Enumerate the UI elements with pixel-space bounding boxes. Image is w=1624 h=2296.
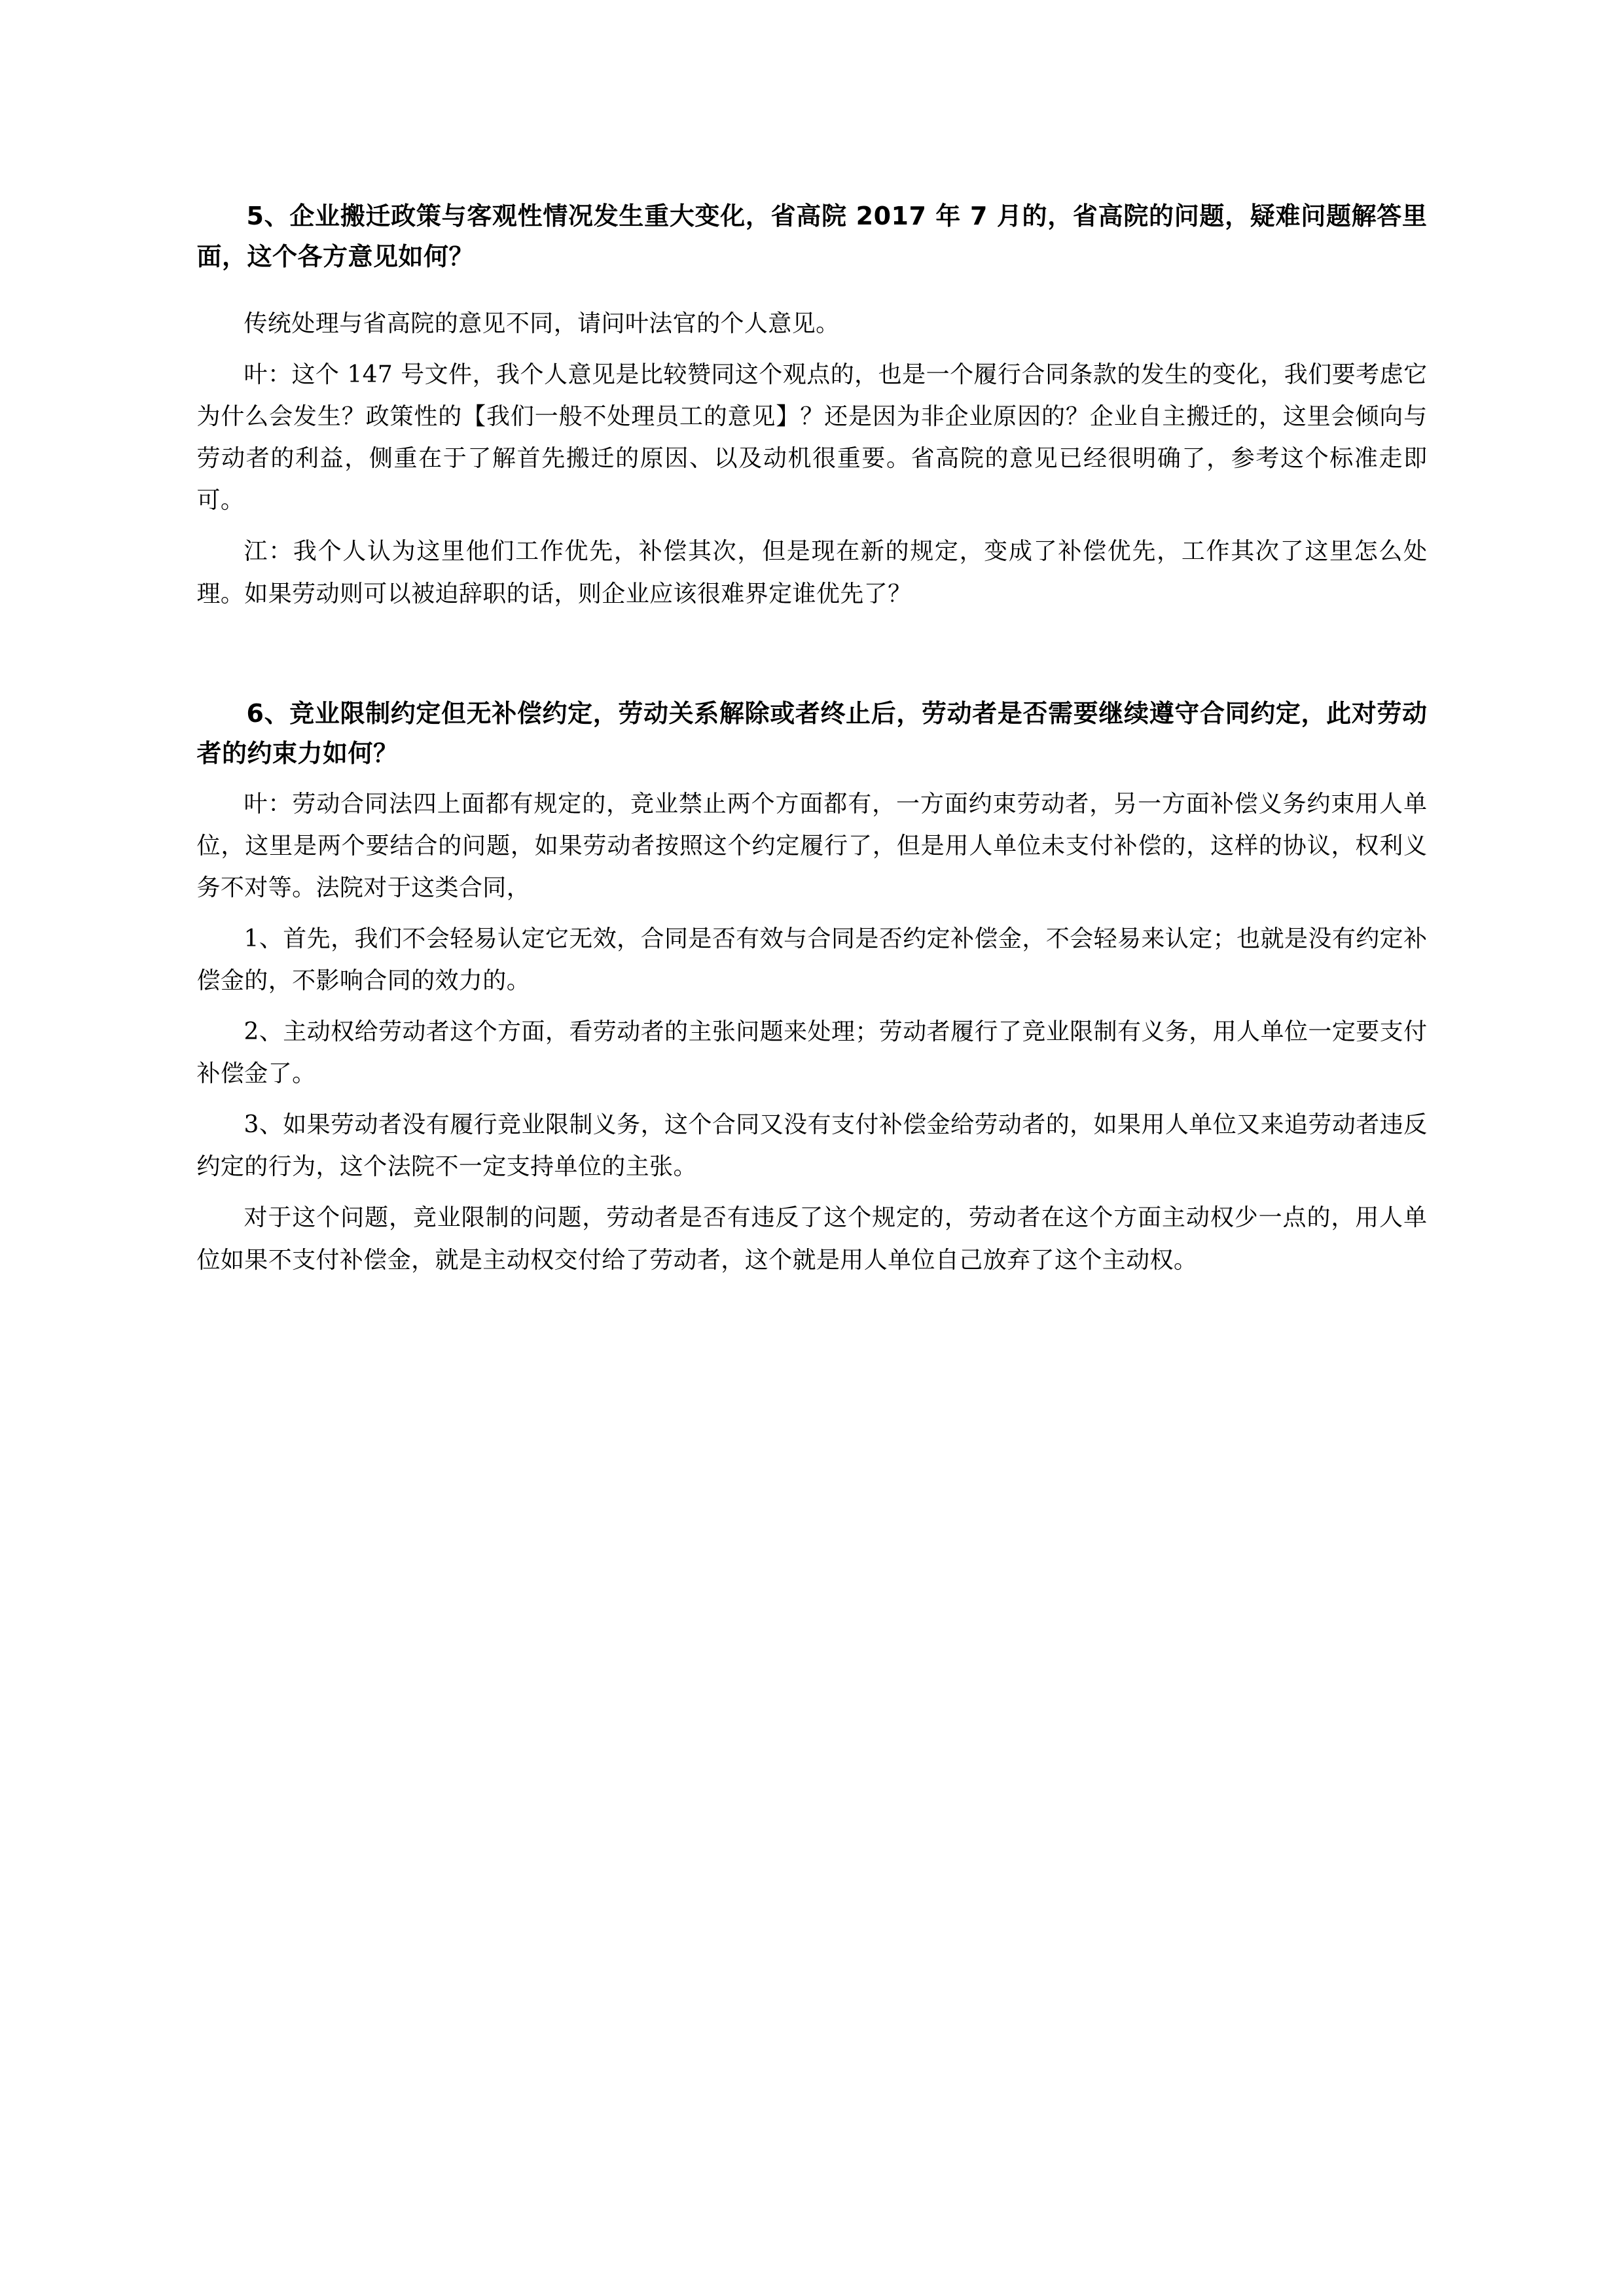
bottom-margin (197, 1282, 1428, 1498)
paragraph-6-5: 对于这个问题，竞业限制的问题，劳动者是否有违反了这个规定的，劳动者在这个方面主动权少一点的，用人单位如果不支付补偿金，就是主动权交付给了劳动者，这个就是用人单位自己放弃了这个主动权。 (196, 1204, 1428, 1274)
paragraph-6-3: 2、主动权给劳动者这个方面，看劳动者的主张问题来处理；劳动者履行了竞业限制有义务，用人单位一定要支付补偿金了。 (196, 1018, 1428, 1088)
paragraph-6-1: 叶：劳动合同法四上面都有规定的，竞业禁止两个方面都有，一方面约束劳动者，另一方面补偿义务约束用人单位，这里是两个要结合的问题，如果劳动者按照这个约定履行了，但是用人单位未支付补偿的，这样的协议，权利义务不对等。法院对于这类合同， (196, 790, 1428, 901)
spacer (197, 1188, 1428, 1197)
spacer (197, 774, 1428, 783)
paragraph-6-4: 3、如果劳动者没有履行竞业限制义务，这个合同又没有支付补偿金给劳动者的，如果用人单位又来追劳动者违反约定的行为，这个法院不一定支持单位的主张。 (196, 1111, 1428, 1181)
spacer (197, 909, 1428, 918)
paragraph-5-1: 传统处理与省高院的意见不同，请问叶法官的个人意见。 (244, 310, 840, 338)
question-heading-6: 6、竞业限制约定但无补偿约定，劳动关系解除或者终止后，劳动者是否需要继续遵守合同约定，此对劳动者的约束力如何？ (196, 698, 1428, 768)
paragraph-5-2: 叶：这个 147 号文件，我个人意见是比较赞同这个观点的，也是一个履行合同条款的发生的变化，我们要考虑它为什么会发生？政策性的【我们一般不处理员工的意见】？还是因为非企业原因的？企业自主搬迁的，这里会倾向与劳动者的利益，侧重在于了解首先搬迁的原因、以及动机很重要。省高院的意见已经很明确了，参考这个标准走即可。 (196, 361, 1428, 514)
question-heading-5: 5、企业搬迁政策与客观性情况发生重大变化，省高院 2017 年 7 月的，省高院的问题，疑难问题解答里面，这个各方意见如何？ (196, 202, 1428, 271)
paragraph-6-2: 1、首先，我们不会轻易认定它无效，合同是否有效与合同是否约定补偿金，不会轻易来认定；也就是没有约定补偿金的，不影响合同的效力的。 (196, 925, 1428, 995)
section-spacer (197, 615, 1428, 694)
spacer (197, 277, 1428, 303)
spacer (197, 1095, 1428, 1104)
spacer (197, 522, 1428, 531)
document-body (197, 196, 1428, 1498)
spacer (197, 1002, 1428, 1011)
paragraph-5-3: 江：我个人认为这里他们工作优先，补偿其次，但是现在新的规定，变成了补偿优先，工作其次了这里怎么处理。如果劳动则可以被迫辞职的话，则企业应该很难界定谁优先了？ (196, 538, 1428, 607)
spacer (197, 345, 1428, 354)
